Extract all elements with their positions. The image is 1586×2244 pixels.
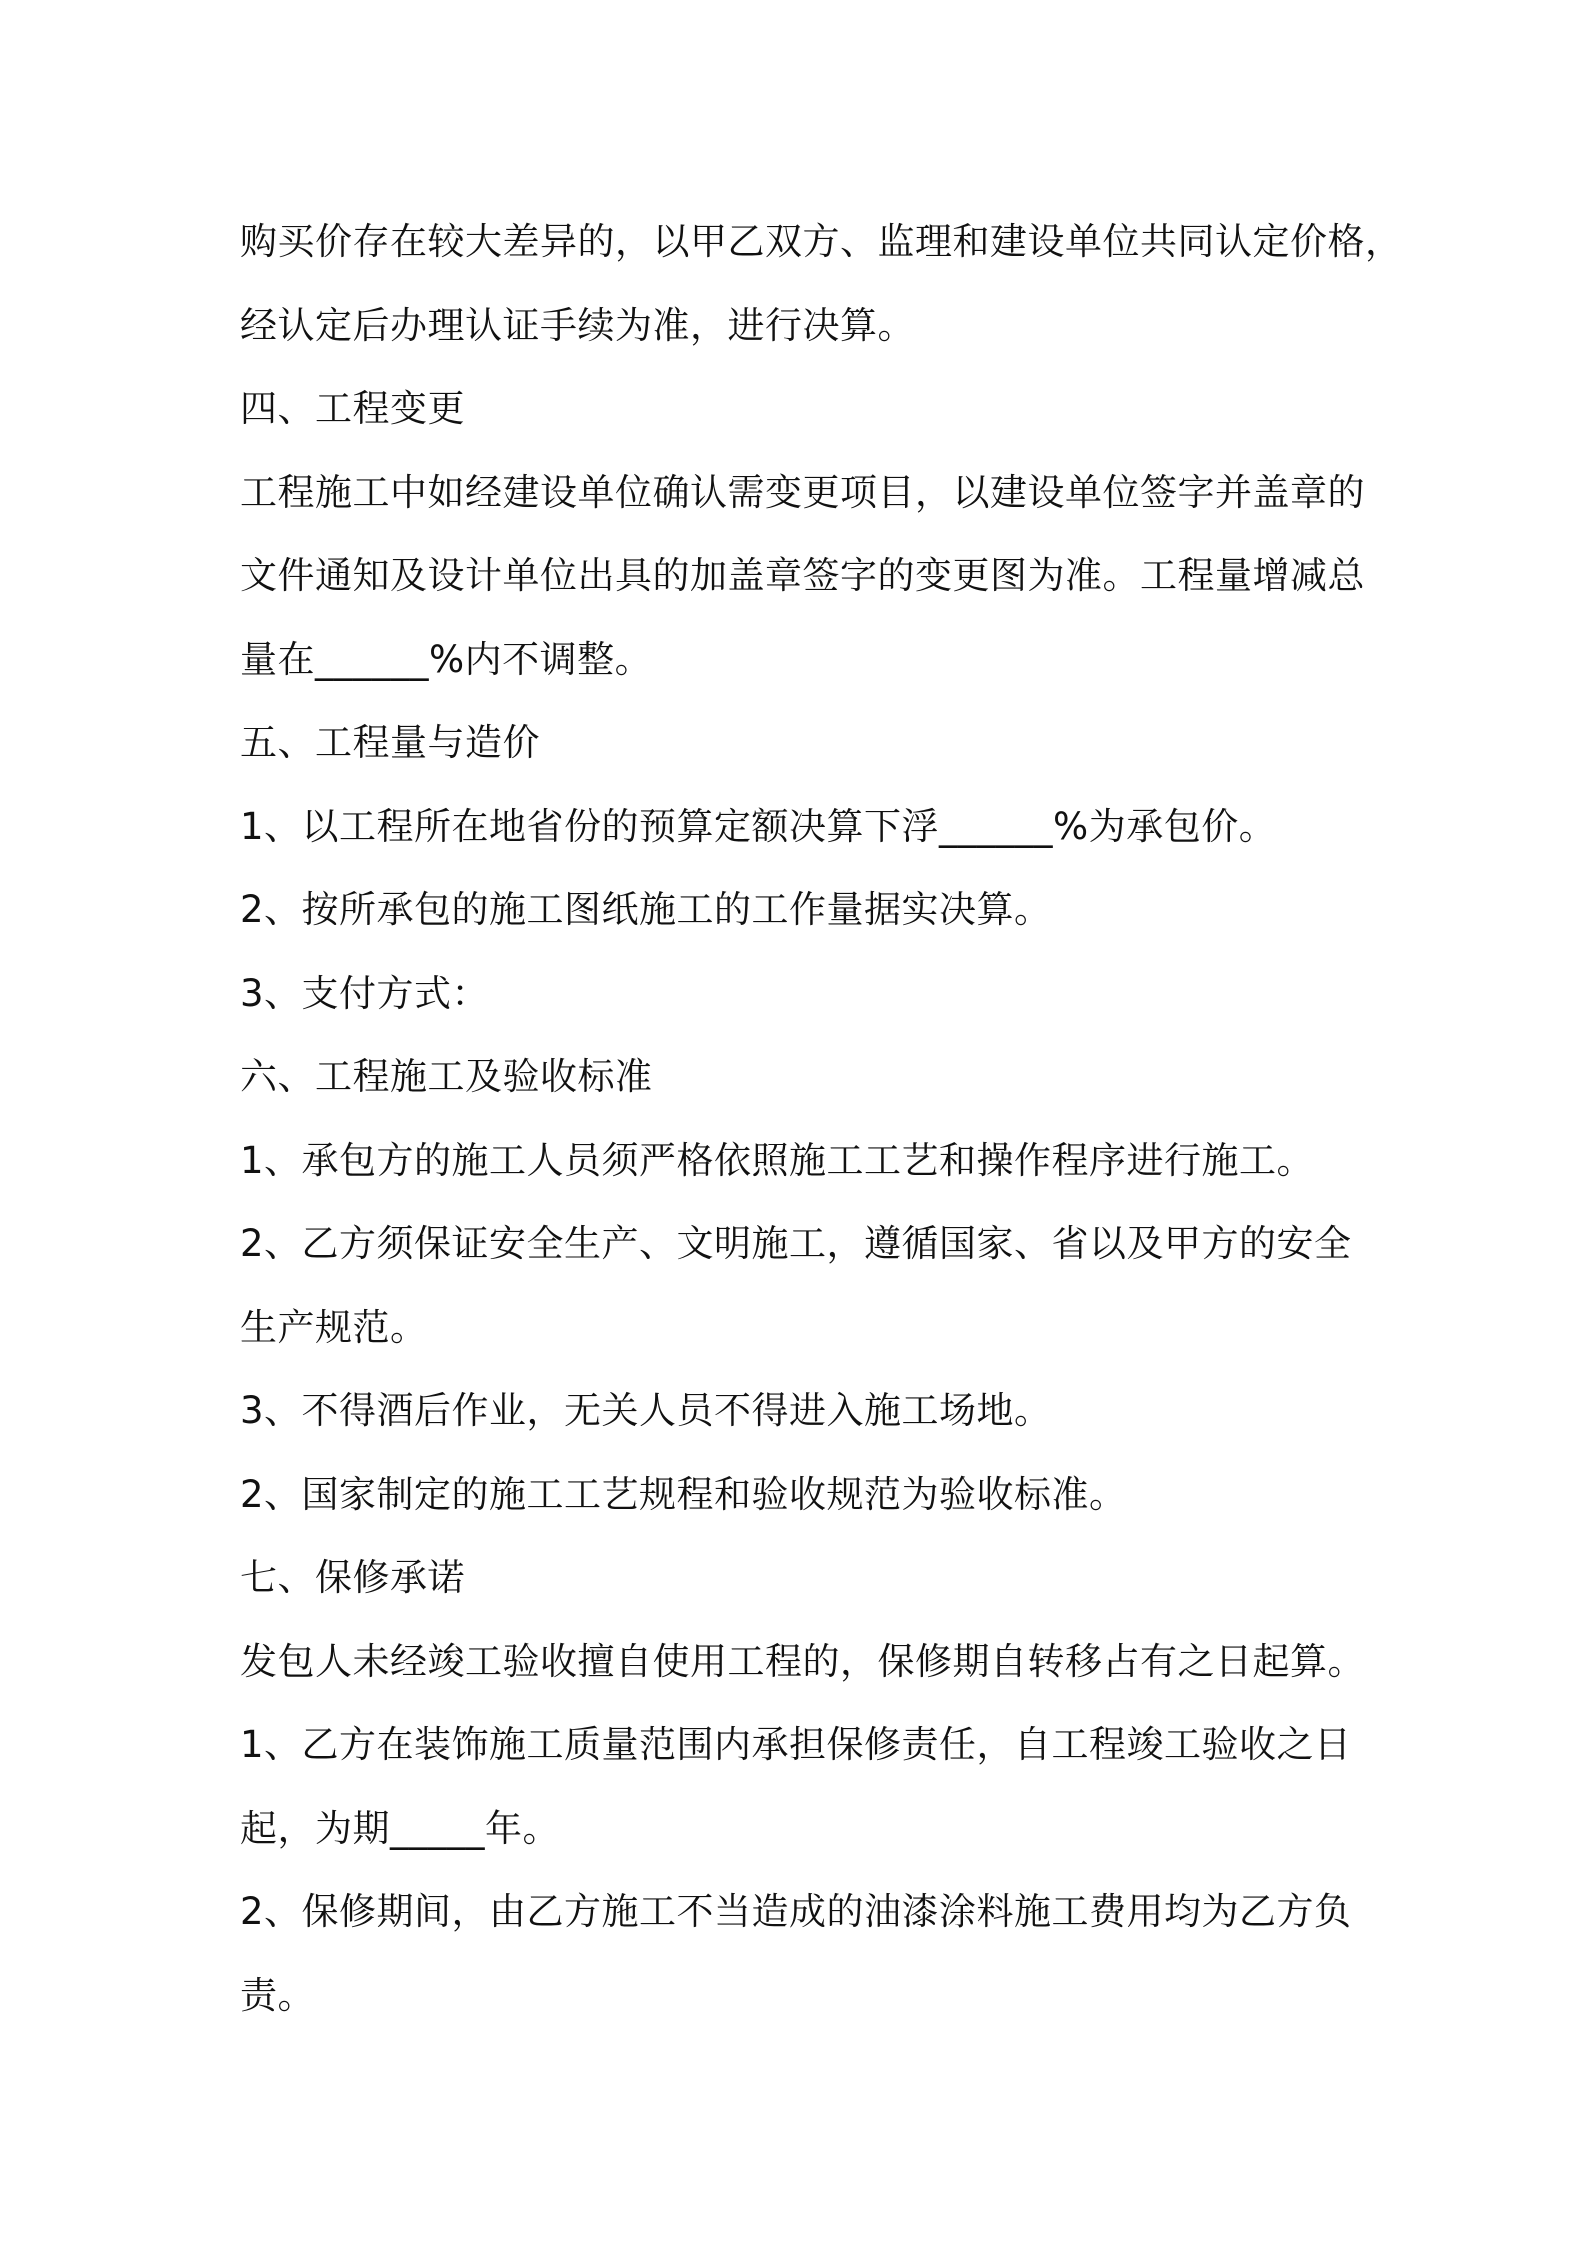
text-line: 工程施工中如经建设单位确认需变更项目，以建设单位签字并盖章的 — [240, 470, 1365, 514]
text-line: 责。 — [240, 1973, 315, 2017]
text-line: 经认定后办理认证手续为准，进行决算。 — [240, 303, 915, 347]
section-heading: 六、工程施工及验收标准 — [240, 1055, 653, 1098]
list-item: 1、乙方在装饰施工质量范围内承担保修责任，自工程竣工验收之日 — [240, 1723, 1352, 1766]
list-item: 3、支付方式： — [240, 971, 490, 1015]
text-line: 文件通知及设计单位出具的加盖章签字的变更图为准。工程量增减总 — [240, 554, 1365, 597]
list-item: 2、乙方须保证安全生产、文明施工，遵循国家、省以及甲方的安全 — [240, 1222, 1352, 1265]
text-line: 量在______%内不调整。 — [240, 637, 653, 681]
list-item: 2、按所承包的施工图纸施工的工作量据实决算。 — [240, 888, 1052, 931]
list-item: 1、承包方的施工人员须严格依照施工工艺和操作程序进行施工。 — [240, 1138, 1315, 1182]
text-line: 发包人未经竣工验收擅自使用工程的，保修期自转移占有之日起算。 — [240, 1639, 1365, 1683]
list-item: 3、不得酒后作业，无关人员不得进入施工场地。 — [240, 1389, 1052, 1432]
list-item: 2、国家制定的施工工艺规程和验收规范为验收标准。 — [240, 1472, 1127, 1516]
list-item: 1、以工程所在地省份的预算定额决算下浮______%为承包价。 — [240, 804, 1277, 848]
list-item: 2、保修期间，由乙方施工不当造成的油漆涂料施工费用均为乙方负 — [240, 1890, 1352, 1933]
section-heading: 五、工程量与造价 — [240, 721, 540, 764]
section-heading: 四、工程变更 — [240, 387, 465, 430]
document-body — [240, 200, 1403, 2037]
section-heading: 七、保修承诺 — [240, 1556, 465, 1599]
text-line: 购买价存在较大差异的，以甲乙双方、监理和建设单位共同认定价格， — [240, 220, 1403, 263]
text-line: 生产规范。 — [240, 1305, 428, 1349]
text-line: 起，为期_____年。 — [240, 1806, 560, 1850]
